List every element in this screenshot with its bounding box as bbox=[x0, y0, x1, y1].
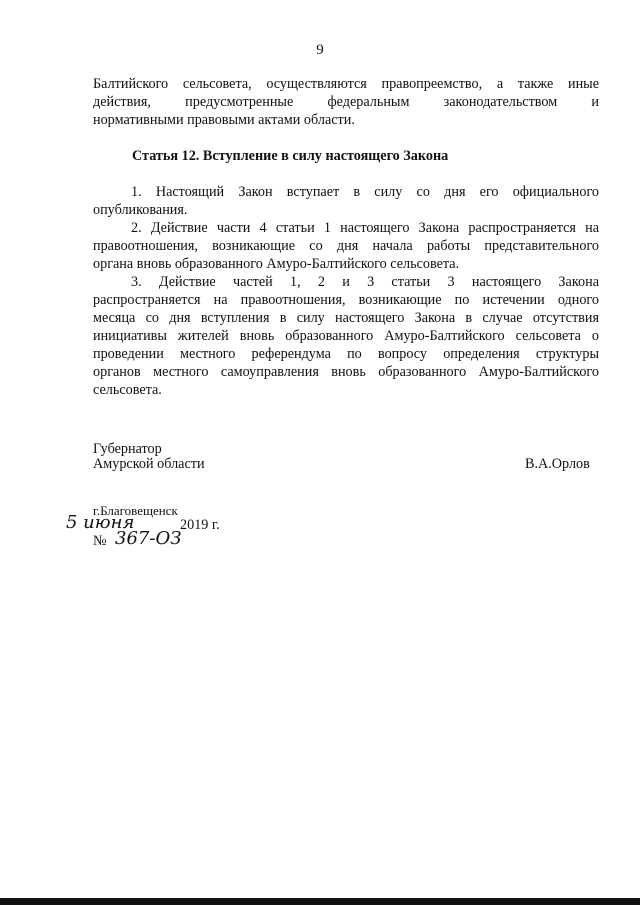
scan-edge-bar bbox=[0, 898, 640, 905]
signatory-position bbox=[93, 442, 205, 472]
text-line: распространяется на правоотношения, возникающие по истечении одного bbox=[93, 292, 599, 308]
paragraph-2 bbox=[93, 219, 599, 273]
number-prefix: № bbox=[93, 533, 107, 549]
text-line: органов местного самоуправления вновь образованного Амуро-Балтийского bbox=[93, 364, 599, 380]
handwritten-number: 367-ОЗ bbox=[115, 528, 182, 549]
text-line: правоотношения, возникающие со дня начала работы представительного bbox=[93, 238, 599, 254]
text-line: действия, предусмотренные федеральным законодательством и bbox=[93, 94, 599, 110]
text-line: 3. Действие частей 1, 2 и 3 статьи 3 настоящего Закона bbox=[131, 274, 599, 290]
text-line: инициативы жителей вновь образованного Амуро-Балтийского сельсовета о bbox=[93, 328, 599, 344]
city-name: г.Благовещенск bbox=[93, 503, 178, 518]
handwritten-date: 5 июня bbox=[66, 512, 135, 533]
page-number: 9 bbox=[316, 42, 324, 58]
article-heading: Статья 12. Вступление в силу настоящего Закона bbox=[132, 148, 449, 164]
document-year: 2019 г. bbox=[180, 517, 220, 533]
position-line: Губернатор bbox=[93, 441, 162, 457]
text-line: Балтийского сельсовета, осуществляются правопреемство, а также иные bbox=[93, 76, 599, 92]
signatory-name: В.А.Орлов bbox=[525, 456, 590, 472]
paragraph-1 bbox=[93, 183, 599, 219]
text-line: проведении местного референдума по вопросу определения структуры bbox=[93, 346, 599, 362]
text-line: 2. Действие части 4 статьи 1 настоящего Закона распространяется на bbox=[131, 220, 599, 236]
paragraph-3 bbox=[93, 273, 599, 399]
text-line: опубликования. bbox=[93, 202, 188, 218]
text-line: сельсовета. bbox=[93, 382, 162, 398]
position-line: Амурской области bbox=[93, 456, 205, 472]
text-line: 1. Настоящий Закон вступает в силу со дня его официального bbox=[131, 184, 599, 200]
text-line: органа вновь образованного Амуро-Балтийского сельсовета. bbox=[93, 256, 460, 272]
text-line: месяца со дня вступления в силу настоящего Закона в случае отсутствия bbox=[93, 310, 599, 326]
text-line: нормативными правовыми актами области. bbox=[93, 112, 355, 128]
intro-paragraph bbox=[93, 75, 599, 129]
